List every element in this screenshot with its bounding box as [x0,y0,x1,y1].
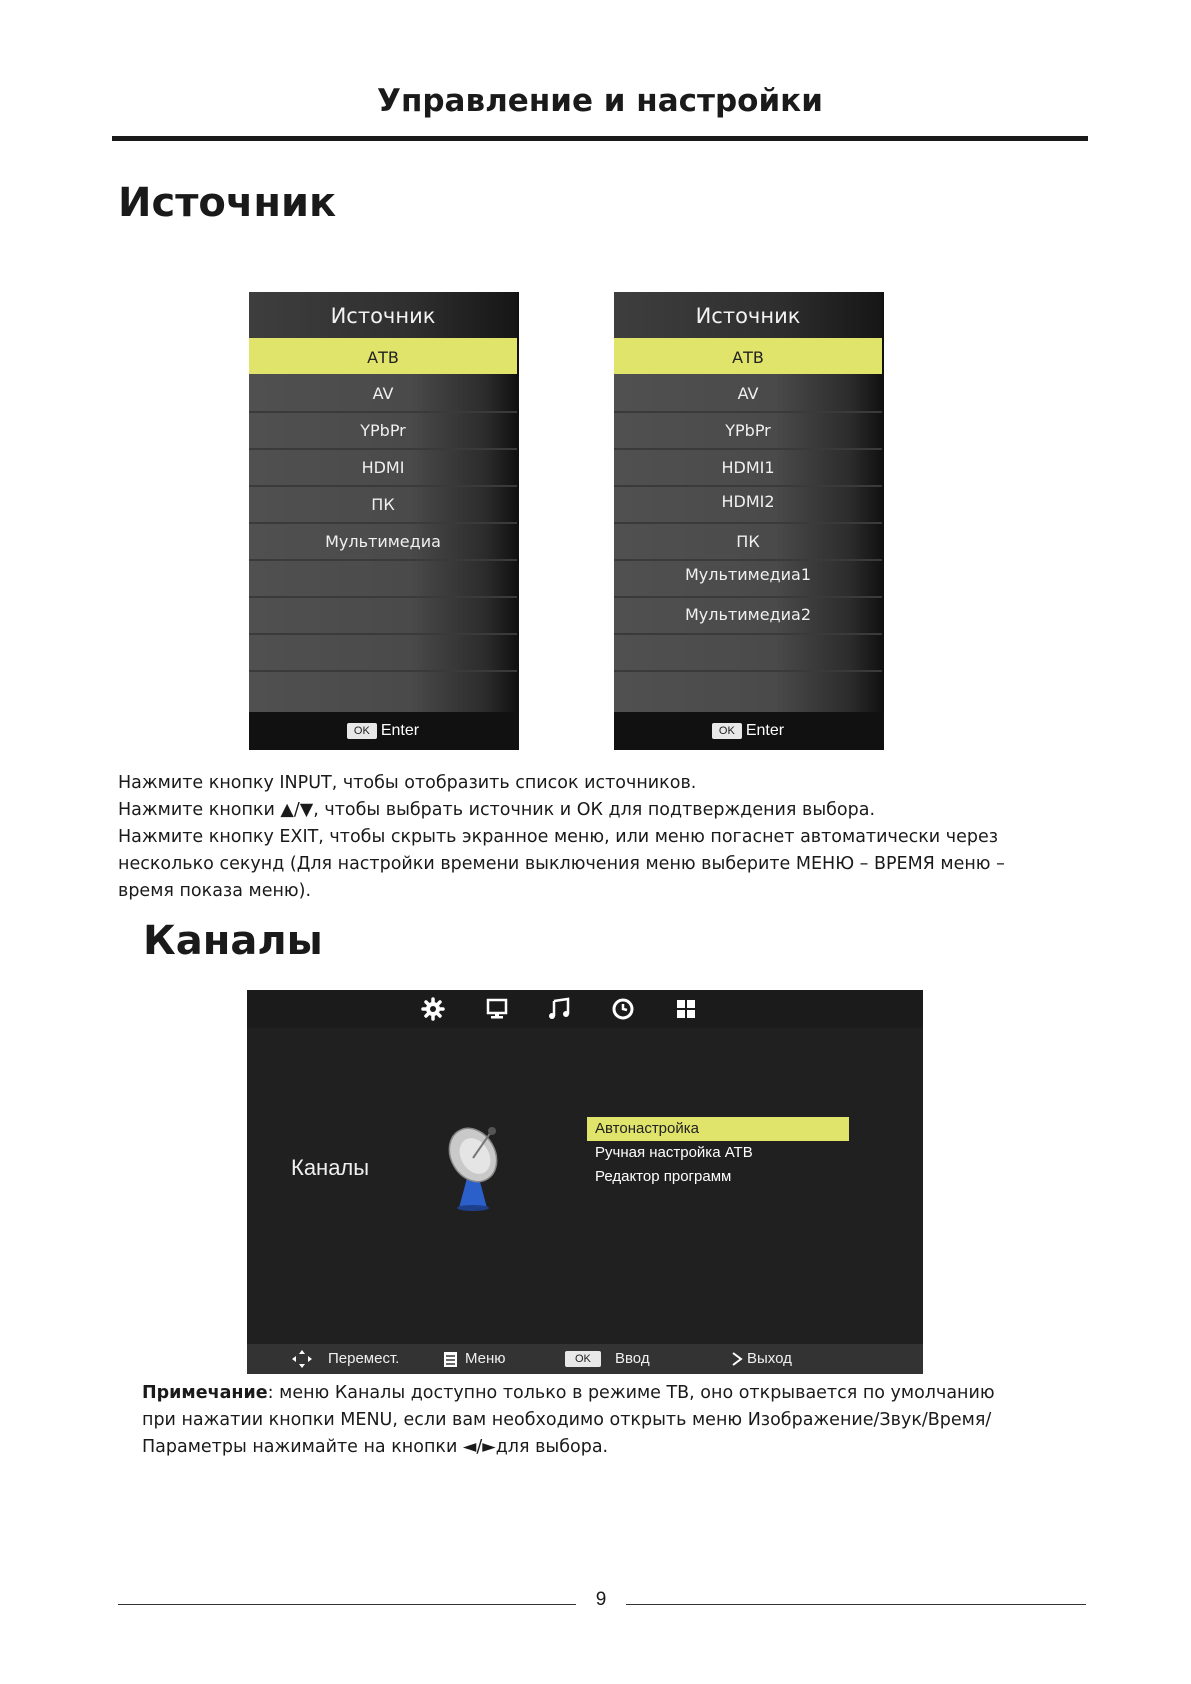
instruction-line: время показа меню). [118,881,312,901]
clock-icon[interactable] [610,996,636,1022]
gear-icon[interactable] [420,996,446,1022]
source-menu-1 [249,292,519,750]
source-item-atv[interactable]: АТВ [249,338,517,374]
channels-hint-bar [247,1344,923,1374]
channels-item-manual-atv-tuning[interactable]: Ручная настройка АТВ [595,1144,753,1161]
instruction-line: Нажмите кнопку INPUT, чтобы отобразить список источников. [118,773,697,793]
satellite-dish-icon [437,1120,509,1212]
instruction-line: Нажмите кнопки ▲/▼, чтобы выбрать источник и ОК для подтверждения выбора. [118,800,876,820]
source-item-av[interactable]: AV [372,384,394,403]
page-header-title: Управление и настройки [377,83,823,119]
source-item-hdmi[interactable]: HDMI [361,458,405,477]
instruction-line: несколько секунд (Для настройки времени выключения меню выберите МЕНЮ – ВРЕМЯ меню – [118,854,1005,874]
source-instructions [118,770,1078,905]
enter-label: Enter [745,722,785,739]
source-item-ypbpr[interactable]: YPbPr [360,421,406,440]
section-title-source: Источник [118,180,337,226]
menu-icon-bar [247,990,923,1028]
source-menu-title: Источник [249,292,517,338]
channels-item-program-editor[interactable]: Редактор программ [595,1168,732,1185]
page-number: 9 [595,1589,607,1610]
source-item-multimedia1[interactable]: Мультимедиа1 [684,565,811,584]
source-item-multimedia[interactable]: Мультимедиа [325,532,441,551]
music-icon[interactable] [546,996,572,1022]
source-item-atv[interactable]: АТВ [614,338,882,374]
menu-separator [249,633,517,635]
grid-icon[interactable] [673,996,699,1022]
channels-screen [247,990,923,1374]
menu-separator [249,596,517,598]
menu-separator [614,670,882,672]
exit-arrow-icon [730,1351,744,1367]
monitor-icon[interactable] [484,996,510,1022]
menu-separator [614,633,882,635]
channels-menu-label: Каналы [291,1155,370,1180]
source-menu-title: Источник [614,292,882,338]
hint-ok-button[interactable]: OK [565,1351,601,1367]
hint-menu: Меню [465,1350,506,1367]
menu-separator [249,670,517,672]
note-line: Параметры нажимайте на кнопки ◄/►для выбора. [142,1437,609,1457]
header-divider [112,136,1088,141]
source-item-pc[interactable]: ПК [736,532,760,551]
enter-label: Enter [380,722,420,739]
source-item-multimedia2[interactable]: Мультимедиа2 [684,605,811,624]
source-menu-footer [614,712,882,750]
note-label: Примечание [142,1383,268,1403]
note-line [142,1380,1082,1407]
instruction-line: Нажмите кнопку EXIT, чтобы скрыть экранное меню, или меню погаснет автоматически через [118,827,999,847]
footer-rule-left [118,1604,576,1605]
section-title-channels: Каналы [143,918,323,964]
source-item-av[interactable]: AV [737,384,759,403]
hint-move: Перемест. [328,1350,400,1367]
hint-exit: Выход [747,1350,792,1367]
source-menu-footer [249,712,517,750]
hint-enter: Ввод [615,1350,650,1367]
menu-list-icon [444,1352,457,1367]
move-arrows-icon [292,1350,312,1368]
channels-note [142,1380,1082,1461]
footer-rule-right [626,1604,1086,1605]
note-text: : меню Каналы доступно только в режиме ТВ, оно открывается по умолчанию [267,1383,995,1403]
ok-button[interactable]: OK [347,723,377,739]
source-item-hdmi2[interactable]: HDMI2 [721,492,775,511]
source-item-ypbpr[interactable]: YPbPr [725,421,771,440]
ok-button[interactable]: OK [712,723,742,739]
source-item-pc[interactable]: ПК [371,495,395,514]
note-line: при нажатии кнопки MENU, если вам необходимо открыть меню Изображение/Звук/Время/ [142,1410,992,1430]
source-menu-2 [614,292,884,750]
source-item-hdmi1[interactable]: HDMI1 [721,458,775,477]
channels-item-auto-tuning[interactable]: Автонастройка [587,1117,849,1141]
